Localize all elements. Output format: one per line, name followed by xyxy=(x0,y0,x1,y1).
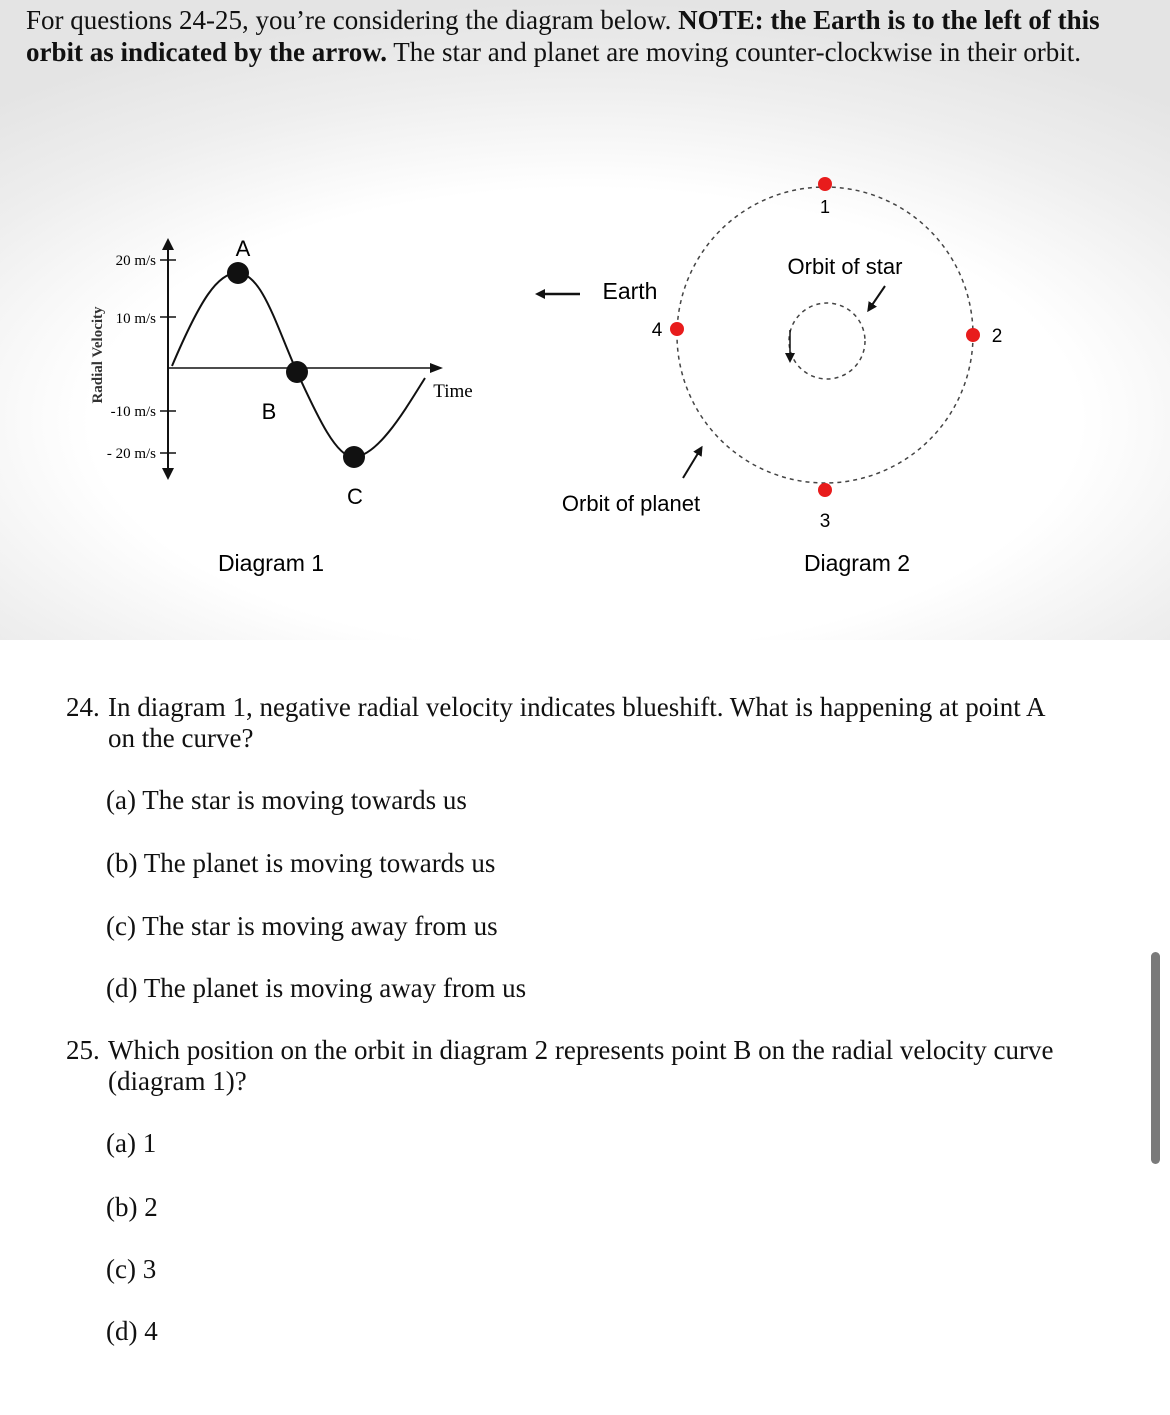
tick-label-10: 10 m/s xyxy=(115,311,156,327)
vertical-scrollbar[interactable] xyxy=(1151,952,1160,1164)
diagram-1-caption: Diagram 1 xyxy=(217,550,325,576)
label-b: B xyxy=(261,399,277,424)
star-orbit xyxy=(789,303,865,379)
question-24-option-a[interactable]: (a) The star is moving towards us xyxy=(106,785,467,815)
curve-point-a xyxy=(227,262,249,284)
question-25-option-a[interactable]: (a) 1 xyxy=(106,1128,157,1158)
intro-text-2: The star and planet are moving counter-clockwise in their orbit. xyxy=(387,37,1081,67)
orbit-of-star-label: Orbit of star xyxy=(787,254,903,279)
question-24-option-c[interactable]: (c) The star is moving away from us xyxy=(106,911,498,941)
intro-text-1: For questions 24-25, you’re considering the diagram below. xyxy=(26,5,679,35)
orbit-of-star-pointer xyxy=(870,286,885,308)
tick-label-20: 20 m/s xyxy=(115,253,156,269)
label-c: C xyxy=(347,484,363,509)
position-label-3: 3 xyxy=(819,511,831,532)
question-25-option-d[interactable]: (d) 4 xyxy=(106,1316,158,1346)
question-25-number: 25. xyxy=(66,1035,100,1065)
label-a: A xyxy=(235,236,251,261)
diagram-1 xyxy=(90,236,473,576)
planet-position-4 xyxy=(670,322,684,336)
planet-orbit xyxy=(677,187,973,483)
question-25-option-b[interactable]: (b) 2 xyxy=(106,1192,158,1222)
tick-label-neg10: -10 m/s xyxy=(110,404,156,420)
orbit-of-planet-pointer xyxy=(683,450,700,478)
figure-diagrams xyxy=(0,0,1170,640)
planet-position-2 xyxy=(966,328,980,342)
question-24-number: 24. xyxy=(66,692,100,722)
diagram-2 xyxy=(540,177,1002,576)
planet-position-3 xyxy=(818,483,832,497)
y-axis-arrow-down xyxy=(162,468,174,480)
earth-label: Earth xyxy=(602,278,658,304)
position-label-4: 4 xyxy=(651,320,663,341)
question-25 xyxy=(66,1035,1106,1097)
curve-point-c xyxy=(343,446,365,468)
question-24 xyxy=(66,692,1106,754)
question-24-text-cont: on the curve? xyxy=(108,723,254,753)
y-axis-arrow-up xyxy=(162,238,174,250)
tick-label-neg20: - 20 m/s xyxy=(106,446,156,462)
question-24-text: In diagram 1, negative radial velocity indicates blueshift. What is happening at point A xyxy=(108,692,1046,722)
position-label-1: 1 xyxy=(819,197,831,217)
intro-paragraph xyxy=(26,4,1136,68)
intro-note-bold: NOTE: the Earth is to the left of this orbit as indicated by the arrow. xyxy=(26,5,1100,67)
question-24-option-d[interactable]: (d) The planet is moving away from us xyxy=(106,973,527,1003)
question-25-text-cont: (diagram 1)? xyxy=(108,1066,247,1096)
position-label-2: 2 xyxy=(991,326,1003,347)
orbit-of-planet-label: Orbit of planet xyxy=(561,491,701,516)
question-25-text: Which position on the orbit in diagram 2 represents point B on the radial velocity curve xyxy=(108,1035,1054,1065)
x-axis-label: Time xyxy=(433,381,473,402)
x-axis-arrow xyxy=(430,363,443,373)
question-24-option-b[interactable]: (b) The planet is moving towards us xyxy=(106,848,496,878)
diagram-2-caption: Diagram 2 xyxy=(803,550,911,576)
curve-point-b xyxy=(286,361,308,383)
question-25-option-c[interactable]: (c) 3 xyxy=(106,1254,157,1284)
y-axis-label: Radial Velocity xyxy=(90,306,106,404)
planet-position-1 xyxy=(818,177,832,191)
